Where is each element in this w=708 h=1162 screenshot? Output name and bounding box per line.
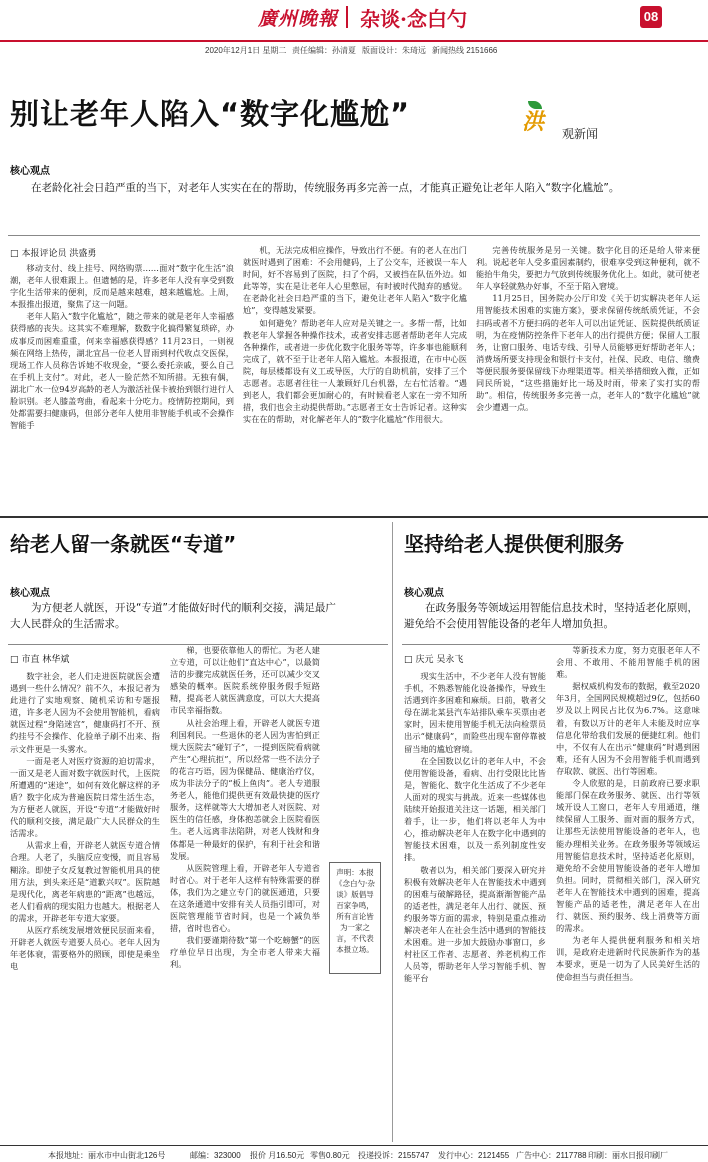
paragraph: 从社会治理上看，开辟老人就医专道利国利民。一些退休的老人因为害怕到正规大医院去“碰钉子”，一提到医院看病就产生“心理抗拒”，所以经常一些不法分子的花言巧语，因为保健品、健康治疗仪，成为非法分子的“板上鱼肉”。老人专道服务老人，能他们提供更有效最快捷的医疗服务，这样就等大大增加老人对医院、对医生的信任感，身体抱恙就会上医院看医生。老人远离非法陷阱，对老人钱财和身体都是一种最好的保护，有利于社会和谐发展。 bbox=[170, 717, 320, 861]
issue-date: 2020年12月1日 星期二 bbox=[205, 46, 287, 55]
column-logo-mark: 洪 bbox=[522, 109, 545, 135]
paragraph: 机，无法完成相应操作，导致出行不便。有的老人在出门就医时遇到了困难：不会用健码，上了公交车，还被误一车人时间，好不容易到了医院，扫了个码，又被挡在队伍外边。如此等等，实在是让老年人心里憋屈，有时被时代抛弃的感觉。在老龄化社会日趋严重的当下，避免让老年人陷入“数字化尴尬”，变得越发紧要。 bbox=[243, 245, 467, 316]
right-headline: 坚持给老人提供便利服务 bbox=[404, 532, 624, 556]
left-column-2 bbox=[170, 644, 320, 1140]
main-column-1 bbox=[10, 262, 234, 508]
paragraph: 梯，也要依靠他人的帮忙。为老人建立专道，可以让他们“直达中心”，以最简洁的步骤完成就医任务，还可以减少交叉感染的概率。医院系统停服务假手短路精，提高老人就医满意度，可以大大提高市民幸福指数。 bbox=[170, 645, 320, 716]
paragraph: 在全国数以亿计的老年人中，不会使用智能设备，看病、出行受限比比皆是，智能化、数字化生活成了不少老年人面对的现实与挑战。近来一些媒体也陆续开始报道关注这一话题，相关部门着手，让一步，他们将以老年人为中心，推动解决老年人在数字化中遇到的智能技术困难，以及一系列制度性安排。 bbox=[404, 755, 546, 863]
footer-ads: 广告中心：2117788 bbox=[516, 1151, 587, 1160]
paragraph: 从需求上看，开辟老人就医专道合情合理。人老了，头脑反应变慢，而且容易糊涂。即使子女反复教过智能机用具的使用方法，到头来还是“道歉兴叹”。医院越是现代化，离老年病患的“距离”也越远，老人们看病的现实阻力也越大。根据老人的需求，开辟老年专道大家要。 bbox=[10, 840, 160, 923]
paragraph: 从医院管理上看，开辟老年人专道省时省心。对于老年人这样有特殊需要的群体，我们为之建立专门的就医通道，只要在这条通道中安排有关人员指引即可，对医院管理能节省时间，也是一个减负举措，省时也省心。 bbox=[170, 862, 320, 934]
issue-info-bar bbox=[0, 40, 708, 54]
paragraph: 现实生活中，不少老年人没有智能手机，不熟悉智能化设备操作，导致生活遇到许多困难和麻烦。日前，敬者父母在湖北某县汽车站排队乘车买票由老家时，因未使用智能手机无法向检票员出示“健康码”，而险些出现车窗停靠被留当地的尴尬窘境。 bbox=[404, 671, 546, 754]
footer-postcode: 邮编：323000 bbox=[190, 1151, 241, 1160]
column-logo bbox=[522, 105, 632, 155]
page-number: 08 bbox=[640, 6, 662, 28]
right-core-text: 在政务服务等领域运用智能信息技术时，坚持适老化原则，避免给不会使用智能设备的老年人增加负担。 bbox=[404, 602, 698, 630]
newspaper-brand: 廣州晚報 bbox=[258, 8, 339, 30]
masthead bbox=[0, 0, 708, 40]
footer-delivery: 投递投诉：2155747 bbox=[358, 1151, 430, 1160]
paragraph: 我们要谨期待数“第一个吃螃蟹”的医疗单位早日出现，为全市老人带来大福利。 bbox=[170, 935, 320, 970]
paragraph: 等新技术力度，努力克服老年人不会用、不敢用、不能用智能手机的困难。 bbox=[556, 645, 700, 680]
left-core-label: 核心观点 bbox=[10, 588, 50, 599]
paragraph: 数字社会，老人们走进医院就医会遭遇到一些什么情况？前不久，本报记者为此进行了实地观察、随机采访和专题报道，许多老人因为不会使用智能机，看病就医过程“身陷迷宫”，健康码打不开、预约挂号不会操作、化验单子刷不出来、指示文件更是一头雾水。 bbox=[10, 671, 160, 754]
paragraph: 一面是老人对医疗资源的迫切需求，一面又是老人面对数字就医时代，上医院所遭遇的“迷途”，如何有效化解这样的矛盾？数字化成为普遍医院日常生活生态，为方便老人就医，开设“专道”才能做好时代的顺利交接，满足最广大人民群众的生活需求。 bbox=[10, 755, 160, 839]
paragraph: 如何避免？帮助老年人应对是关键之一。多帮一帮，比如教老年人掌握各种操作技术，或者安排志愿者帮助老年人完成各种操作，或者进一步优化数字化服务等等，许多事也能顺利完成了，就不至于让老年人陷入尴尬。本报报道，在市中心医院，每层楼都设有义工或导医，大厅的自助机前，安排了三个志愿者。志愿者往往一人兼顾好几台机器，左右忙活着。“遇到老人，我们都会更加耐心的，有时候看老人家在一旁不知所措，我们也会主动提供帮助。”志愿者王女士告诉记者。这种实实在在的帮助，对化解老年人的“数字化尴尬”作用很大。 bbox=[243, 317, 467, 425]
paragraph: 完善传统服务是另一关键。数字化目的还是给人带来便利。说起老年人受多重因素制约，很难享受到这种便利，就不能抬牛角尖，要把力气放到传统服务优化上。如此，就可使老年人享轻就熟办好事，不至于陷入窘境。 bbox=[476, 245, 700, 292]
right-core-label: 核心观点 bbox=[404, 588, 444, 599]
right-byline: □ 庆元 吴永飞 bbox=[404, 652, 463, 665]
left-column-1 bbox=[10, 670, 160, 1140]
main-core-label: 核心观点 bbox=[10, 166, 50, 177]
paragraph: 令人欣慰的是，日前政府已要求职能部门保在政务服务、就医、出行等领域开设人工窗口，老年人专用通道，继续保留人工服务、面对面的服务方式，让那些无法使用智能设备的老年人，也能办理相关业务。在政务服务等领域运用智能信息技术时，坚持适老化原则，避免给不会使用智能设备的老年人增加负担。同时，贯彻相关部门，深入研究老年人在智能技术中遇到的困难，提高智能产品的适老性，满足老年人在出行、就医、预约服务、线上消费等方面的需求。 bbox=[556, 778, 700, 934]
masthead-divider bbox=[346, 6, 348, 28]
left-headline: 给老人留一条就医“专道” bbox=[10, 532, 237, 556]
main-headline: 别让老年人陷入“数字化尴尬” bbox=[10, 97, 411, 131]
paragraph: 据权威机构发布的数据，截至2020年3月，全国网民规模超过9亿，包括60岁及以上网民占比仅为6.7%。这意味着，有数以万计的老年人未能及时应享信息化带给我们发展的便捷红利。他们中，不仅有人在出示“健康码”时遇到困难，还有人因为不会用智能手机而遇到存取款、就医、出行等困难。 bbox=[556, 681, 700, 776]
footer-address: 本报地址：丽水市中山街北126号 bbox=[48, 1151, 166, 1160]
right-column-1 bbox=[404, 670, 546, 1140]
section-divider bbox=[0, 516, 708, 518]
column-divider bbox=[392, 522, 393, 1142]
footer bbox=[0, 1145, 708, 1162]
main-column-2 bbox=[243, 244, 467, 508]
left-core-text: 为方便老人就医，开设“专道”才能做好时代的顺利交接，满足最广大人民群众的生活需求。 bbox=[10, 602, 336, 630]
paragraph: 老年人陷入“数字化尴尬”，随之带来的就是老年人幸福感获得感的丧失。这其实不难理解，数数字化搞得繁复琐碎，办成事反而困难重重，何来幸福感获得感？11月23日，一则视频在网络上热传，湖北宜昌一位老人冒雨到村代收点交医保，现场工作人员称告诉她不收现金，“要么委托亲戚，要么自己在手机上支付”。对此，老人一脸茫然不知所措。无独有偶，湖北广水一位94岁高龄的老人为激活社保卡被抬到银行进行人脸识别。老人膝盖弯曲，看起来十分吃力。疫情防控期间，到处都需要扫健康码，但部分老年人使用非智能手机或不会操作智能手 bbox=[10, 311, 234, 431]
main-divider bbox=[8, 235, 700, 236]
paragraph: 11月25日，国务院办公厅印发《关于切实解决老年人运用智能技术困难的实施方案》，要求保留传统纸质凭证，不会扫码或者不方便扫码的老年人可以出证凭证、医院提供纸质证明，为在疫情防控条件下老年人的出行提供方便；保留人工服务，让窗口服务、电话专线、引导人员能够更好帮助老年人；消费场所要支持现金和银行卡支付，社保、民政、电信、缴费等便民服务要保留线下办理渠道等。相关举措细致入微，正如同民所说，“这些措施好比一场及时雨，带来了实打实的帮助”。相信，传统服务多完善一点，老年人的“数字化尴尬”就会少遭遇一点。 bbox=[476, 293, 700, 413]
paragraph: 从医疗系统发展增效便民层面来看，开辟老人就医专道要人员心。老年人因为年老体衰，需要格外的照顾，即使是乘坐电 bbox=[10, 924, 160, 972]
section-name: 杂谈·念白勺 bbox=[360, 7, 467, 31]
notice-text: 声明：本报《念白勺·杂谈》版倡导百家争鸣，所有言论皆为一家之言，不代表本报立场。 bbox=[335, 868, 375, 954]
footer-price: 报价 月16.50元 bbox=[250, 1151, 305, 1160]
issue-editor: 责任编辑：孙清夏 bbox=[292, 46, 356, 55]
paragraph: 敬者以为，相关部门要深入研究并积极有效解决老年人在智能技术中遇到的困难与破解路径，提高渐渐智能产品的适老性，满足老年人出行、就医、预约服务等方面的需求，特别是重点推动解决老年人在社会生活中遇到的智能技术困难。进一步加大鼓励办事窗口，乡村社区工作者、志愿者、养老机构工作人员等，帮助老年人学习智能手机、智能平台 bbox=[404, 864, 546, 984]
footer-printer: 印刷：丽水日报印刷厂 bbox=[588, 1151, 668, 1160]
main-core-text: 在老龄化社会日趋严重的当下，对老年人实实在在的帮助，传统服务再多完善一点，才能真正避免让老年人陷入“数字化尴尬”。 bbox=[31, 182, 620, 194]
issue-design: 版面设计：朱琦远 bbox=[362, 46, 426, 55]
footer-retail: 零售0.80元 bbox=[310, 1151, 350, 1160]
paragraph: 为老年人提供便利服务和相关培训，是政府走进新时代民族新作为的基本要求，更是一切为了人民美好生活的使命担当与责任担当。 bbox=[556, 935, 700, 982]
issue-hotline: 新闻热线 2151666 bbox=[432, 46, 498, 55]
paragraph: 移动支付、线上挂号、网络购票……面对“数字化生活”浪潮，老年人很难跟上。但遗憾的是，许多老年人没有享受到数字化生活带来的便利，反而是越来越难，越来越尴尬。上周，本报推出报道，聚焦了这一问题。 bbox=[10, 263, 234, 310]
footer-distribution: 发行中心：2121455 bbox=[438, 1151, 510, 1160]
column-logo-name: 观新闻 bbox=[562, 127, 599, 141]
left-byline: □ 市直 林华斌 bbox=[10, 652, 69, 665]
right-column-2 bbox=[556, 644, 700, 1140]
editorial-notice bbox=[329, 862, 381, 974]
main-column-3 bbox=[476, 244, 700, 508]
main-byline: □ 本报评论员 洪盛勇 bbox=[10, 246, 96, 259]
